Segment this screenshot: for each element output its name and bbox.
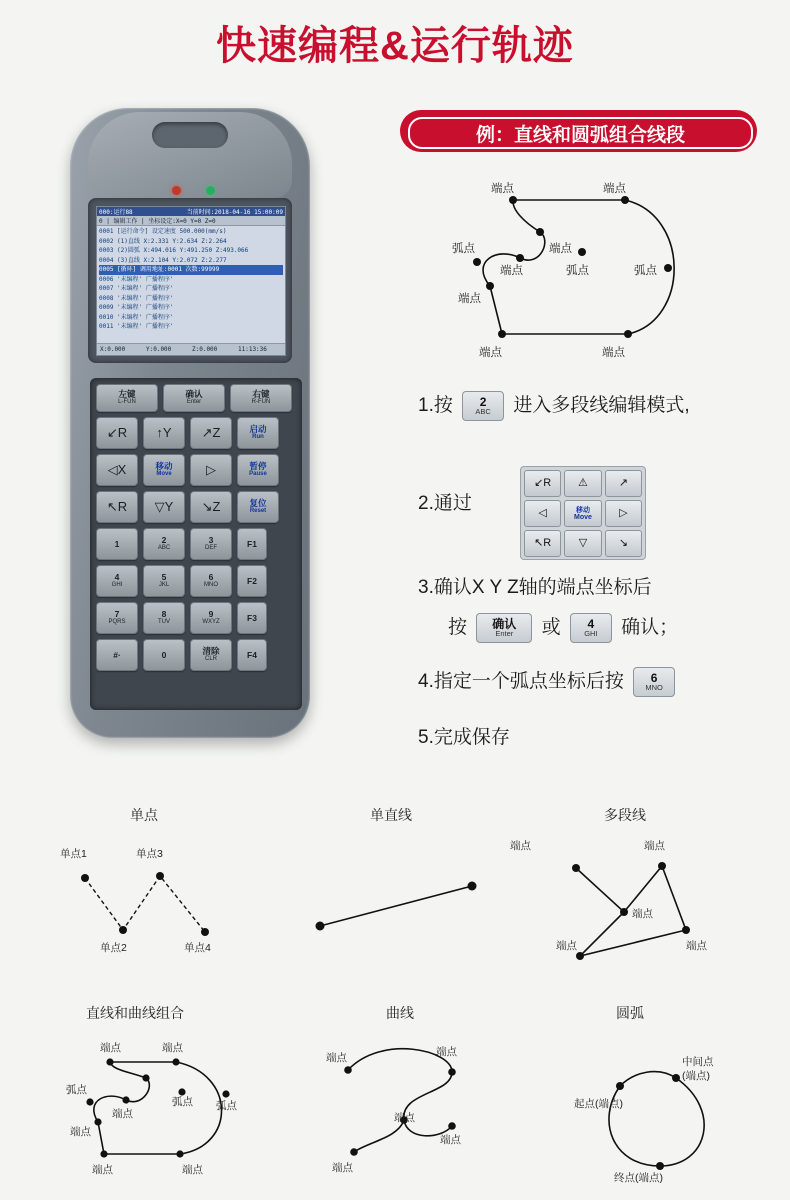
key-label: ▷ xyxy=(206,462,216,478)
navkey-label: ▽ xyxy=(578,537,588,549)
key-label: ↖R xyxy=(106,499,128,515)
navkey-label: ↖R xyxy=(534,537,552,549)
gallery-label: 端点 xyxy=(394,1112,415,1124)
lcd-menu-text: 0 | 编辑工作 | 坐标设定:X=0 Y=0 Z=0 xyxy=(99,218,216,225)
diagram-label: 端点 xyxy=(549,243,572,255)
lcd-title-right: 当前时间:2018-04-16 15:00:09 xyxy=(186,209,283,216)
step-3b-suffix: 确认； xyxy=(621,617,679,638)
gallery-label: 端点 xyxy=(100,1042,121,1054)
point-2 xyxy=(119,926,127,934)
status-x: X:0.000 xyxy=(100,346,126,353)
key-label: 0 xyxy=(161,649,167,660)
step-1-suffix: 进入多段线编辑模式, xyxy=(513,395,690,416)
step-5-text: 5.完成保存 xyxy=(418,727,510,748)
gallery-label: 端点 xyxy=(162,1042,183,1054)
gallery-label: 端点 xyxy=(112,1108,133,1120)
key-label: 7 xyxy=(114,609,120,620)
gallery-label: 单点2 xyxy=(100,942,127,954)
polyline-path xyxy=(576,866,686,956)
diagram-label: 端点 xyxy=(491,183,514,195)
key-label: ◁X xyxy=(107,462,127,478)
diagram-label: 端点 xyxy=(479,347,502,359)
gallery-label: 终点(端点) xyxy=(614,1172,663,1184)
lc-arc-3 xyxy=(110,1062,146,1078)
key-sublabel: GHI xyxy=(111,582,123,589)
curve-node xyxy=(350,1148,358,1156)
list-item[interactable]: 0006 '未编程' 广播程序' xyxy=(99,275,174,283)
key-label: 8 xyxy=(161,609,167,620)
diagram-label: 端点 xyxy=(500,265,523,277)
keycap-label: 2 xyxy=(479,394,487,409)
point-3 xyxy=(156,872,164,880)
list-item[interactable]: 0011 '未编程' 广播程序' xyxy=(99,323,174,330)
single-line-path xyxy=(320,886,472,926)
diagram-label: 弧点 xyxy=(634,265,657,277)
polyline-node xyxy=(572,864,580,872)
key-label: ↙R xyxy=(106,425,128,441)
diagram-label: 端点 xyxy=(603,183,626,195)
list-item[interactable]: 0001 [运行命令] 设定速度 500.000(mm/s) xyxy=(99,228,227,235)
key-label: ↑Y xyxy=(156,425,172,441)
status-y: Y:0.000 xyxy=(146,346,172,353)
key-sublabel: Pause xyxy=(249,471,267,478)
key-label: ↘Z xyxy=(201,499,221,515)
gallery-label: (端点) xyxy=(682,1070,710,1082)
navkey-label: ↙R xyxy=(534,477,552,489)
key-label: 清除 xyxy=(202,646,220,657)
gallery-label: 端点 xyxy=(70,1126,91,1138)
keycap-label: 确认 xyxy=(492,616,517,631)
key-label: #· xyxy=(113,649,121,660)
gallery-label: 起点(端点) xyxy=(574,1098,623,1110)
curve-node xyxy=(448,1068,456,1076)
lc-node xyxy=(122,1096,129,1103)
curve-node xyxy=(344,1066,352,1074)
line-endpoint xyxy=(468,882,477,891)
key-label: 暂停 xyxy=(249,461,267,472)
example-banner-label: 例：直线和圆弧组合线段 xyxy=(408,117,753,149)
gallery-title-arc: 圆弧 xyxy=(616,1005,644,1021)
keycap-sublabel: GHI xyxy=(584,629,598,639)
single-point-path xyxy=(85,876,205,932)
page-title: 快速编程&运行轨迹 xyxy=(216,24,574,68)
keycap-label: 6 xyxy=(650,670,658,685)
list-item[interactable]: 0007 '未编程' 广播程序' xyxy=(99,285,174,292)
list-item[interactable]: 0002 (1)直线 X:2.331 Y:2.634 Z:2.264 xyxy=(99,237,227,245)
lcd-title-left: 000:运行88 xyxy=(99,209,133,216)
gallery-label: 端点 xyxy=(436,1046,457,1058)
gallery-label: 单点4 xyxy=(184,942,211,954)
diagram-label: 端点 xyxy=(458,293,481,305)
navkey-label: ▷ xyxy=(619,507,628,519)
keycap-label: 4 xyxy=(587,616,595,631)
gallery-title-curve: 曲线 xyxy=(386,1005,414,1021)
keycap-sublabel: Enter xyxy=(495,629,514,639)
key-sublabel: MNO xyxy=(204,582,218,589)
lc-node xyxy=(176,1150,183,1157)
gallery-label: 单点1 xyxy=(60,848,87,860)
key-label: F4 xyxy=(247,649,257,660)
arc-middle-point xyxy=(672,1074,680,1082)
arc-start-point xyxy=(616,1082,624,1090)
key-label: F2 xyxy=(247,575,257,586)
key-label: 4 xyxy=(114,572,120,583)
lc-left-line xyxy=(98,1122,104,1154)
gallery-title-single-line: 单直线 xyxy=(370,807,412,823)
key-label: 确认 xyxy=(185,389,203,400)
line-endpoint xyxy=(316,922,325,931)
lc-node xyxy=(106,1058,113,1065)
status-time: 11:13:36 xyxy=(238,346,267,353)
key-sublabel: Run xyxy=(252,434,264,441)
list-item[interactable]: 0008 '未编程' 广播程序' xyxy=(99,294,174,302)
step-2-prefix: 2.通过 xyxy=(418,493,472,514)
point-4 xyxy=(201,928,209,936)
gallery-label: 端点 xyxy=(556,940,577,952)
lc-arcpoint xyxy=(86,1098,93,1105)
gallery-label: 端点 xyxy=(182,1164,203,1176)
gallery-label: 端点 xyxy=(686,940,707,952)
key-label: F1 xyxy=(247,538,257,549)
polyline-node xyxy=(658,862,666,870)
key-label: 2 xyxy=(161,535,167,546)
key-label: F3 xyxy=(247,612,257,623)
navkey-label: ◁ xyxy=(538,507,547,519)
key-label: 3 xyxy=(208,535,214,546)
navkey-sublabel: Move xyxy=(574,513,592,521)
key-sublabel: TUV xyxy=(158,619,170,626)
gallery-title-line-curve: 直线和曲线组合 xyxy=(86,1005,184,1021)
step-3b-mid: 或 xyxy=(541,617,561,638)
key-label: 启动 xyxy=(249,424,267,435)
diagram-label: 弧点 xyxy=(452,243,475,255)
list-item[interactable]: 0009 '未编程' 广播程序' xyxy=(99,304,174,311)
diagram-label: 端点 xyxy=(602,347,625,359)
gallery-label: 端点 xyxy=(644,840,665,852)
keycap-sublabel: MNO xyxy=(645,683,663,693)
keycap-sublabel: ABC xyxy=(475,407,491,417)
lc-node xyxy=(100,1150,107,1157)
gallery-label: 弧点 xyxy=(172,1096,193,1108)
point-1 xyxy=(81,874,89,882)
polyline-node xyxy=(620,908,628,916)
gallery-title-polyline: 多段线 xyxy=(604,807,646,823)
key-label: ↗Z xyxy=(201,425,221,441)
list-item[interactable]: 0003 (2)圆弧 X:494.016 Y:491.250 Z:493.066 xyxy=(99,247,249,254)
navkey-label: ⚠ xyxy=(578,477,588,489)
key-sublabel: Enter xyxy=(186,399,202,406)
curve-node xyxy=(448,1122,456,1130)
key-label: 9 xyxy=(208,609,214,620)
key-sublabel: DEF xyxy=(205,545,217,552)
step-4-prefix: 4.指定一个弧点坐标后按 xyxy=(418,671,624,692)
key-sublabel: Move xyxy=(156,471,172,478)
step-3-text: 3.确认X Y Z轴的端点坐标后 xyxy=(418,577,652,598)
navkey-label: ↘ xyxy=(618,537,628,549)
key-label: 右键 xyxy=(252,389,270,400)
status-z: Z:0.000 xyxy=(192,346,218,353)
gallery-label: 端点 xyxy=(510,840,531,852)
key-sublabel: JKL xyxy=(158,582,170,589)
lc-node xyxy=(172,1058,179,1065)
step-3b-prefix: 按 xyxy=(448,617,468,638)
gallery-label: 端点 xyxy=(326,1052,347,1064)
key-label: 移动 xyxy=(155,461,173,472)
key-label: 1 xyxy=(114,538,120,549)
key-sublabel: PQRS xyxy=(108,619,126,626)
gallery-label: 端点 xyxy=(92,1164,113,1176)
navkey-label: 移动 xyxy=(575,506,590,514)
lc-node xyxy=(142,1074,149,1081)
gallery-label: 端点 xyxy=(332,1162,353,1174)
key-sublabel: R-FUN xyxy=(251,399,271,406)
key-sublabel: Reset xyxy=(249,508,267,515)
key-label: 复位 xyxy=(249,498,267,509)
lc-arcpoint xyxy=(222,1090,229,1097)
list-item[interactable]: 0010 '未编程' 广播程序' xyxy=(99,313,174,321)
polyline-node xyxy=(682,926,690,934)
arc-end-point xyxy=(656,1162,664,1170)
polyline-node xyxy=(576,952,584,960)
key-label: 左键 xyxy=(118,389,136,400)
navkey-label: ↗ xyxy=(618,477,628,489)
gallery-label: 弧点 xyxy=(66,1084,87,1096)
diagram-label: 弧点 xyxy=(566,265,589,277)
key-sublabel: CLR xyxy=(204,656,217,663)
gallery-label: 端点 xyxy=(632,908,653,920)
lc-node xyxy=(94,1118,101,1125)
gallery-label: 单点3 xyxy=(136,848,163,860)
key-sublabel: L-FUN xyxy=(118,399,136,406)
gallery-label: 端点 xyxy=(440,1134,461,1146)
key-sublabel: WXYZ xyxy=(202,619,220,626)
key-label: 6 xyxy=(208,572,214,583)
step-1-prefix: 1.按 xyxy=(418,395,453,416)
key-label: ▽Y xyxy=(154,499,174,515)
list-item-selected[interactable]: 0005 [循环] 调用地址:0001 次数:99999 xyxy=(99,265,283,275)
gallery-title-single-point: 单点 xyxy=(130,807,158,823)
key-label: 5 xyxy=(161,572,167,583)
key-sublabel: ABC xyxy=(157,545,171,552)
list-item[interactable]: 0004 (3)直线 X:2.104 Y:2.072 Z:2.277 xyxy=(99,256,227,264)
gallery-label: 弧点 xyxy=(216,1100,237,1112)
gallery-label: 中间点 xyxy=(682,1056,714,1068)
